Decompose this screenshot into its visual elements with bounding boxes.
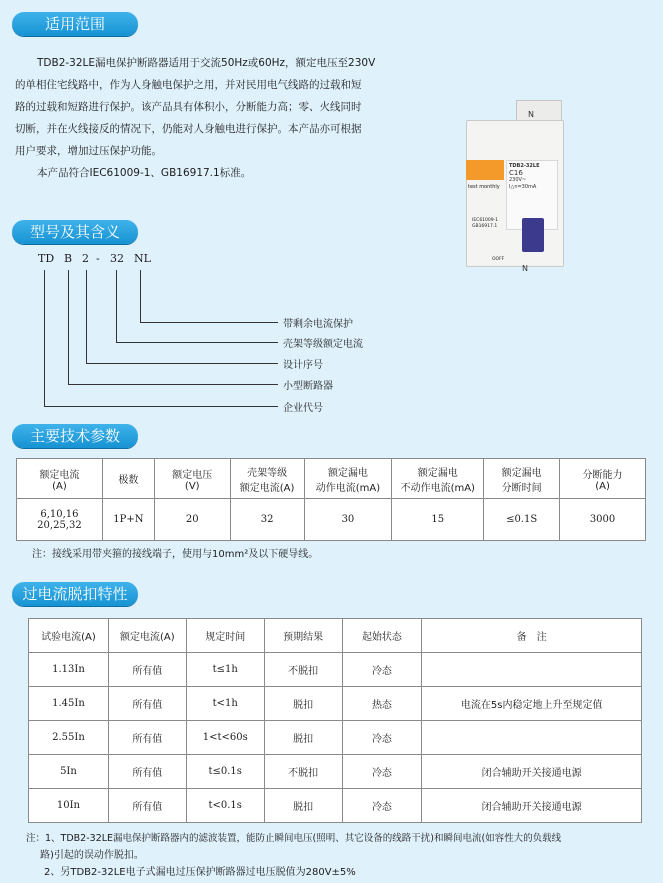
label-off: OOFF: [492, 257, 505, 262]
table-cell: 脱扣: [264, 687, 342, 721]
label-std1: IEC61009-1: [472, 218, 499, 223]
table-header: 起始状态: [342, 619, 422, 653]
test-button: [466, 160, 504, 180]
table-cell: 1P+N: [102, 499, 154, 541]
model-code-part: -: [96, 252, 100, 265]
label-brand: TDB2-32LE: [509, 163, 540, 169]
label-spec2: I△n=30mA: [509, 184, 537, 190]
table-cell: 10In: [29, 789, 109, 823]
switch-lever: [522, 218, 544, 252]
table-header: 备 注: [422, 619, 642, 653]
connector-line: [68, 384, 278, 385]
label-test-monthly: test monthly: [468, 184, 500, 190]
params-table: [16, 458, 646, 541]
model-code-part: 32: [110, 252, 124, 265]
table-cell: 冷态: [342, 789, 422, 823]
trip-table: [28, 618, 642, 823]
table-header: 壳架等级 额定电流(A): [230, 459, 304, 499]
table-cell: 脱扣: [264, 721, 342, 755]
intro-line: TDB2-32LE漏电保护断路器适用于交流50Hz或60Hz，额定电压至230V: [37, 57, 376, 69]
connector-line: [140, 270, 141, 322]
model-code-part: TD: [38, 252, 55, 265]
intro-line: 切断，并在火线接反的情况下，仍能对人身触电进行保护。本产品亦可根据: [15, 123, 362, 135]
model-code-part: NL: [134, 252, 151, 265]
product-image: [458, 100, 570, 275]
params-note: 注：接线采用带夹箍的接线端子，使用与10mm²及以下硬导线。: [32, 549, 319, 560]
table-row: [29, 789, 642, 823]
table-header: 额定漏电 不动作电流(mA): [392, 459, 484, 499]
table-cell: 5In: [29, 755, 109, 789]
table-header: 额定漏电 动作电流(mA): [304, 459, 392, 499]
table-cell: 冷态: [342, 755, 422, 789]
table-cell: t<1h: [186, 687, 264, 721]
table-cell: 3000: [560, 499, 646, 541]
table-cell: 不脱扣: [264, 653, 342, 687]
table-cell: 所有值: [108, 687, 186, 721]
table-cell: [422, 653, 642, 687]
table-row: [29, 653, 642, 687]
model-meaning: 壳架等级额定电流: [283, 339, 363, 350]
table-cell: 所有值: [108, 789, 186, 823]
terminal-label-bottom: N: [522, 264, 528, 273]
connector-line: [116, 270, 117, 342]
intro-paragraph: [15, 52, 440, 184]
table-cell: 闭合辅助开关接通电源: [422, 789, 642, 823]
table-cell: 所有值: [108, 653, 186, 687]
connector-line: [44, 406, 278, 407]
table-cell: 不脱扣: [264, 755, 342, 789]
connector-line: [68, 270, 69, 384]
label-std2: GB16917.1: [472, 224, 498, 229]
table-cell: 所有值: [108, 755, 186, 789]
table-cell: 1.13In: [29, 653, 109, 687]
table-cell: 1.45In: [29, 687, 109, 721]
table-cell: 30: [304, 499, 392, 541]
table-cell: t<0.1s: [186, 789, 264, 823]
intro-line: 的单相住宅线路中，作为人身触电保护之用，并对民用电气线路的过载和短: [15, 79, 362, 91]
section-title-trip: 过电流脱扣特性: [12, 582, 138, 606]
table-row: [29, 721, 642, 755]
table-row: [29, 755, 642, 789]
table-row: [17, 499, 646, 541]
table-header: 极数: [102, 459, 154, 499]
table-cell: 32: [230, 499, 304, 541]
model-meaning: 企业代号: [283, 403, 323, 414]
table-cell: 20: [154, 499, 230, 541]
model-meaning: 小型断路器: [283, 381, 333, 392]
table-cell: 热态: [342, 687, 422, 721]
model-meaning: 带剩余电流保护: [283, 319, 353, 330]
table-header: 规定时间: [186, 619, 264, 653]
section-title-scope: 适用范围: [12, 12, 138, 36]
table-header: 分断能力 (A): [560, 459, 646, 499]
table-header: 预期结果: [264, 619, 342, 653]
table-cell: [422, 721, 642, 755]
table-header-row: [17, 459, 646, 499]
section-title-params: 主要技术参数: [12, 424, 138, 448]
table-cell: 6,10,16 20,25,32: [17, 499, 103, 541]
model-code-part: 2: [82, 252, 89, 265]
intro-line: 用户要求，增加过压保护功能。: [15, 145, 162, 157]
table-cell: 15: [392, 499, 484, 541]
table-cell: ≤0.1S: [484, 499, 560, 541]
model-meaning: 设计序号: [283, 360, 323, 371]
intro-line: 本产品符合IEC61009-1、GB16917.1标准。: [37, 167, 252, 179]
table-cell: 所有值: [108, 721, 186, 755]
connector-line: [86, 270, 87, 363]
table-cell: 冷态: [342, 721, 422, 755]
table-header-row: [29, 619, 642, 653]
table-header: 额定电压 (V): [154, 459, 230, 499]
connector-line: [86, 363, 278, 364]
trip-note-3: 2、另TDB2-32LE电子式漏电过压保护断路器过电压脱值为280V±5%: [44, 867, 356, 878]
connector-line: [44, 270, 45, 406]
table-row: [29, 687, 642, 721]
label-rating: C16: [509, 169, 523, 177]
model-code-part: B: [64, 252, 73, 265]
connector-line: [116, 342, 278, 343]
table-cell: 1<t<60s: [186, 721, 264, 755]
table-cell: 冷态: [342, 653, 422, 687]
table-cell: t≤0.1s: [186, 755, 264, 789]
trip-note-1: 注：1、TDB2-32LE漏电保护断路器内的滤波装置，能防止瞬间电压(照明、其它设备的线路干扰)和瞬间电流(如容性大的负载线: [26, 833, 562, 844]
intro-line: 路的过载和短路进行保护。该产品具有体积小，分断能力高；零、火线同时: [15, 101, 362, 113]
table-cell: 电流在5s内稳定地上升至规定值: [422, 687, 642, 721]
section-title-model: 型号及其含义: [12, 220, 138, 244]
label-spec1: 230V~: [509, 177, 527, 183]
table-cell: t≤1h: [186, 653, 264, 687]
table-header: 额定漏电 分断时间: [484, 459, 560, 499]
table-header: 额定电流 (A): [17, 459, 103, 499]
table-header: 试验电流(A): [29, 619, 109, 653]
table-header: 额定电流(A): [108, 619, 186, 653]
table-cell: 2.55In: [29, 721, 109, 755]
terminal-label-top: N: [528, 110, 534, 119]
table-cell: 闭合辅助开关接通电源: [422, 755, 642, 789]
table-cell: 脱扣: [264, 789, 342, 823]
trip-note-2: 路)引起的误动作脱扣。: [40, 850, 144, 861]
connector-line: [140, 322, 278, 323]
